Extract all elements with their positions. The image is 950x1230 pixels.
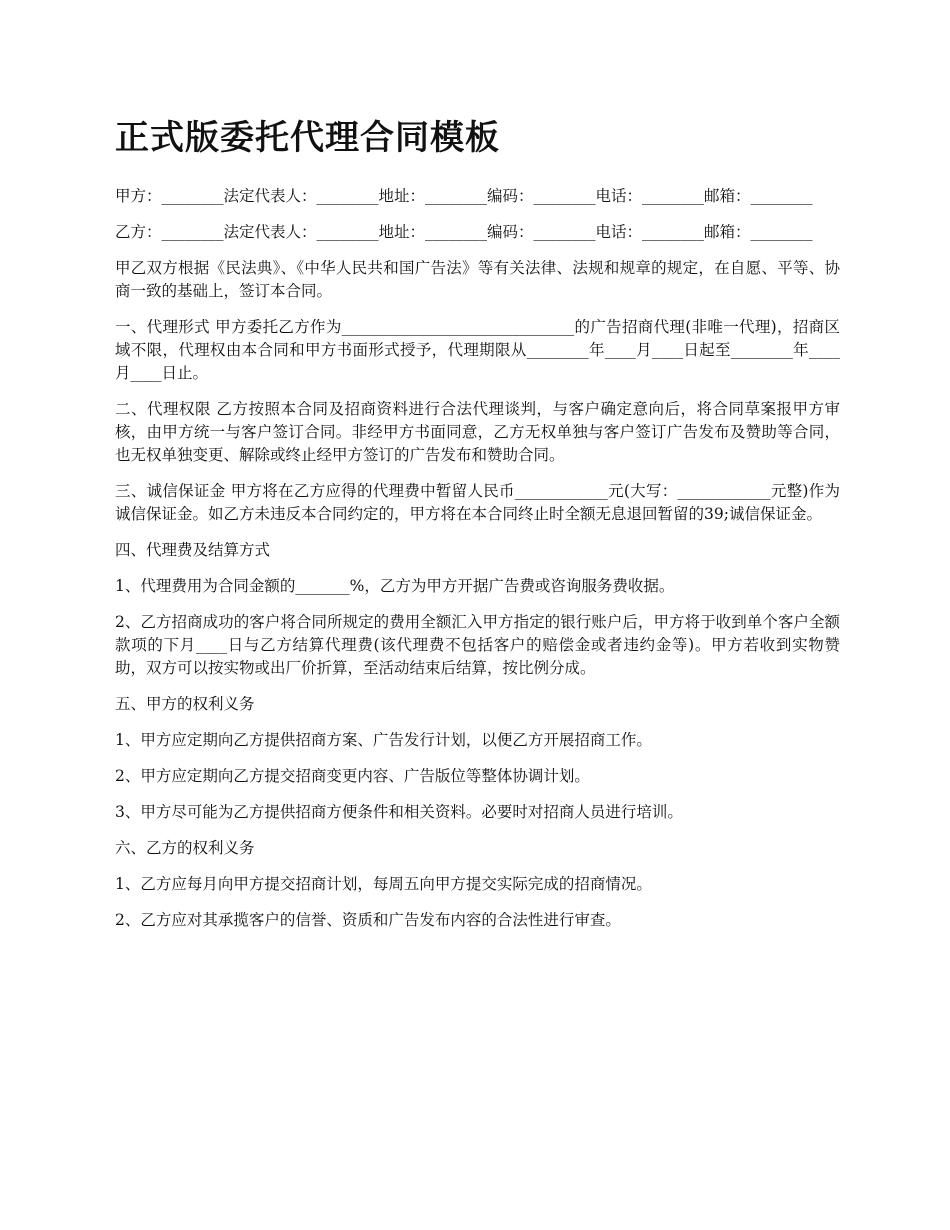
clause-agency-form: 一、代理形式 甲方委托乙方作为______________________________的广告招商代理(非唯一代理)，招商区域不限，代理权由本合同和甲方书面形式授予，代理期限从________年____月____日起至________年____月____日止。 bbox=[115, 318, 840, 382]
party-a-item-2: 2、甲方应定期向乙方提交招商变更内容、广告版位等整体协调计划。 bbox=[115, 767, 590, 785]
party-a-item-1: 1、甲方应定期向乙方提供招商方案、广告发行计划，以便乙方开展招商工作。 bbox=[115, 731, 652, 749]
party-b-item-1: 1、乙方应每月向甲方提交招商计划，每周五向甲方提交实际完成的招商情况。 bbox=[115, 875, 652, 893]
party-a-item-3: 3、甲方尽可能为乙方提供招商方便条件和相关资料。必要时对招商人员进行培训。 bbox=[115, 803, 683, 821]
fee-item-2: 2、乙方招商成功的客户将合同所规定的费用全额汇入甲方指定的银行账户后，甲方将于收到单个客户全额款项的下月____日与乙方结算代理费(该代理费不包括客户的赔偿金或者违约金等)。甲方若收到实物赞助，双方可以按实物或出厂价折算，至活动结束后结算，按比例分成。 bbox=[115, 613, 840, 677]
party-b-item-2: 2、乙方应对其承揽客户的信誉、资质和广告发布内容的合法性进行审查。 bbox=[115, 911, 621, 929]
clause-deposit: 三、诚信保证金 甲方将在乙方应得的代理费中暂留人民币____________元(大写：____________元整)作为诚信保证金。如乙方未违反本合同约定的，甲方将在本合同终止时全额无息退回暂留的39;诚信保证金。 bbox=[115, 482, 840, 523]
fee-item-1: 1、代理费用为合同金额的_______%，乙方为甲方开据广告费或咨询服务费收据。 bbox=[115, 577, 675, 595]
clause-agency-authority: 二、代理权限 乙方按照本合同及招商资料进行合法代理谈判，与客户确定意向后，将合同草案报甲方审核，由甲方统一与客户签订合同。非经甲方书面同意，乙方无权单独与客户签订广告发布及赞助等合同，也无权单独变更、解除或终止经甲方签订的广告发布和赞助合同。 bbox=[115, 400, 840, 464]
section-heading-party-b-rights: 六、乙方的权利义务 bbox=[115, 839, 255, 857]
section-heading-fees: 四、代理费及结算方式 bbox=[115, 541, 271, 559]
party-b-info: 乙方：________法定代表人：________地址：________编码：________电话：________邮箱：________ bbox=[115, 223, 813, 241]
preamble: 甲乙双方根据《民法典》、《中华人民共和国广告法》等有关法律、法规和规章的规定，在自愿、平等、协商一致的基础上，签订本合同。 bbox=[115, 259, 840, 300]
section-heading-party-a-rights: 五、甲方的权利义务 bbox=[115, 695, 255, 713]
document-title: 正式版委托代理合同模板 bbox=[115, 118, 500, 158]
party-a-info: 甲方：________法定代表人：________地址：________编码：________电话：________邮箱：________ bbox=[115, 187, 813, 205]
